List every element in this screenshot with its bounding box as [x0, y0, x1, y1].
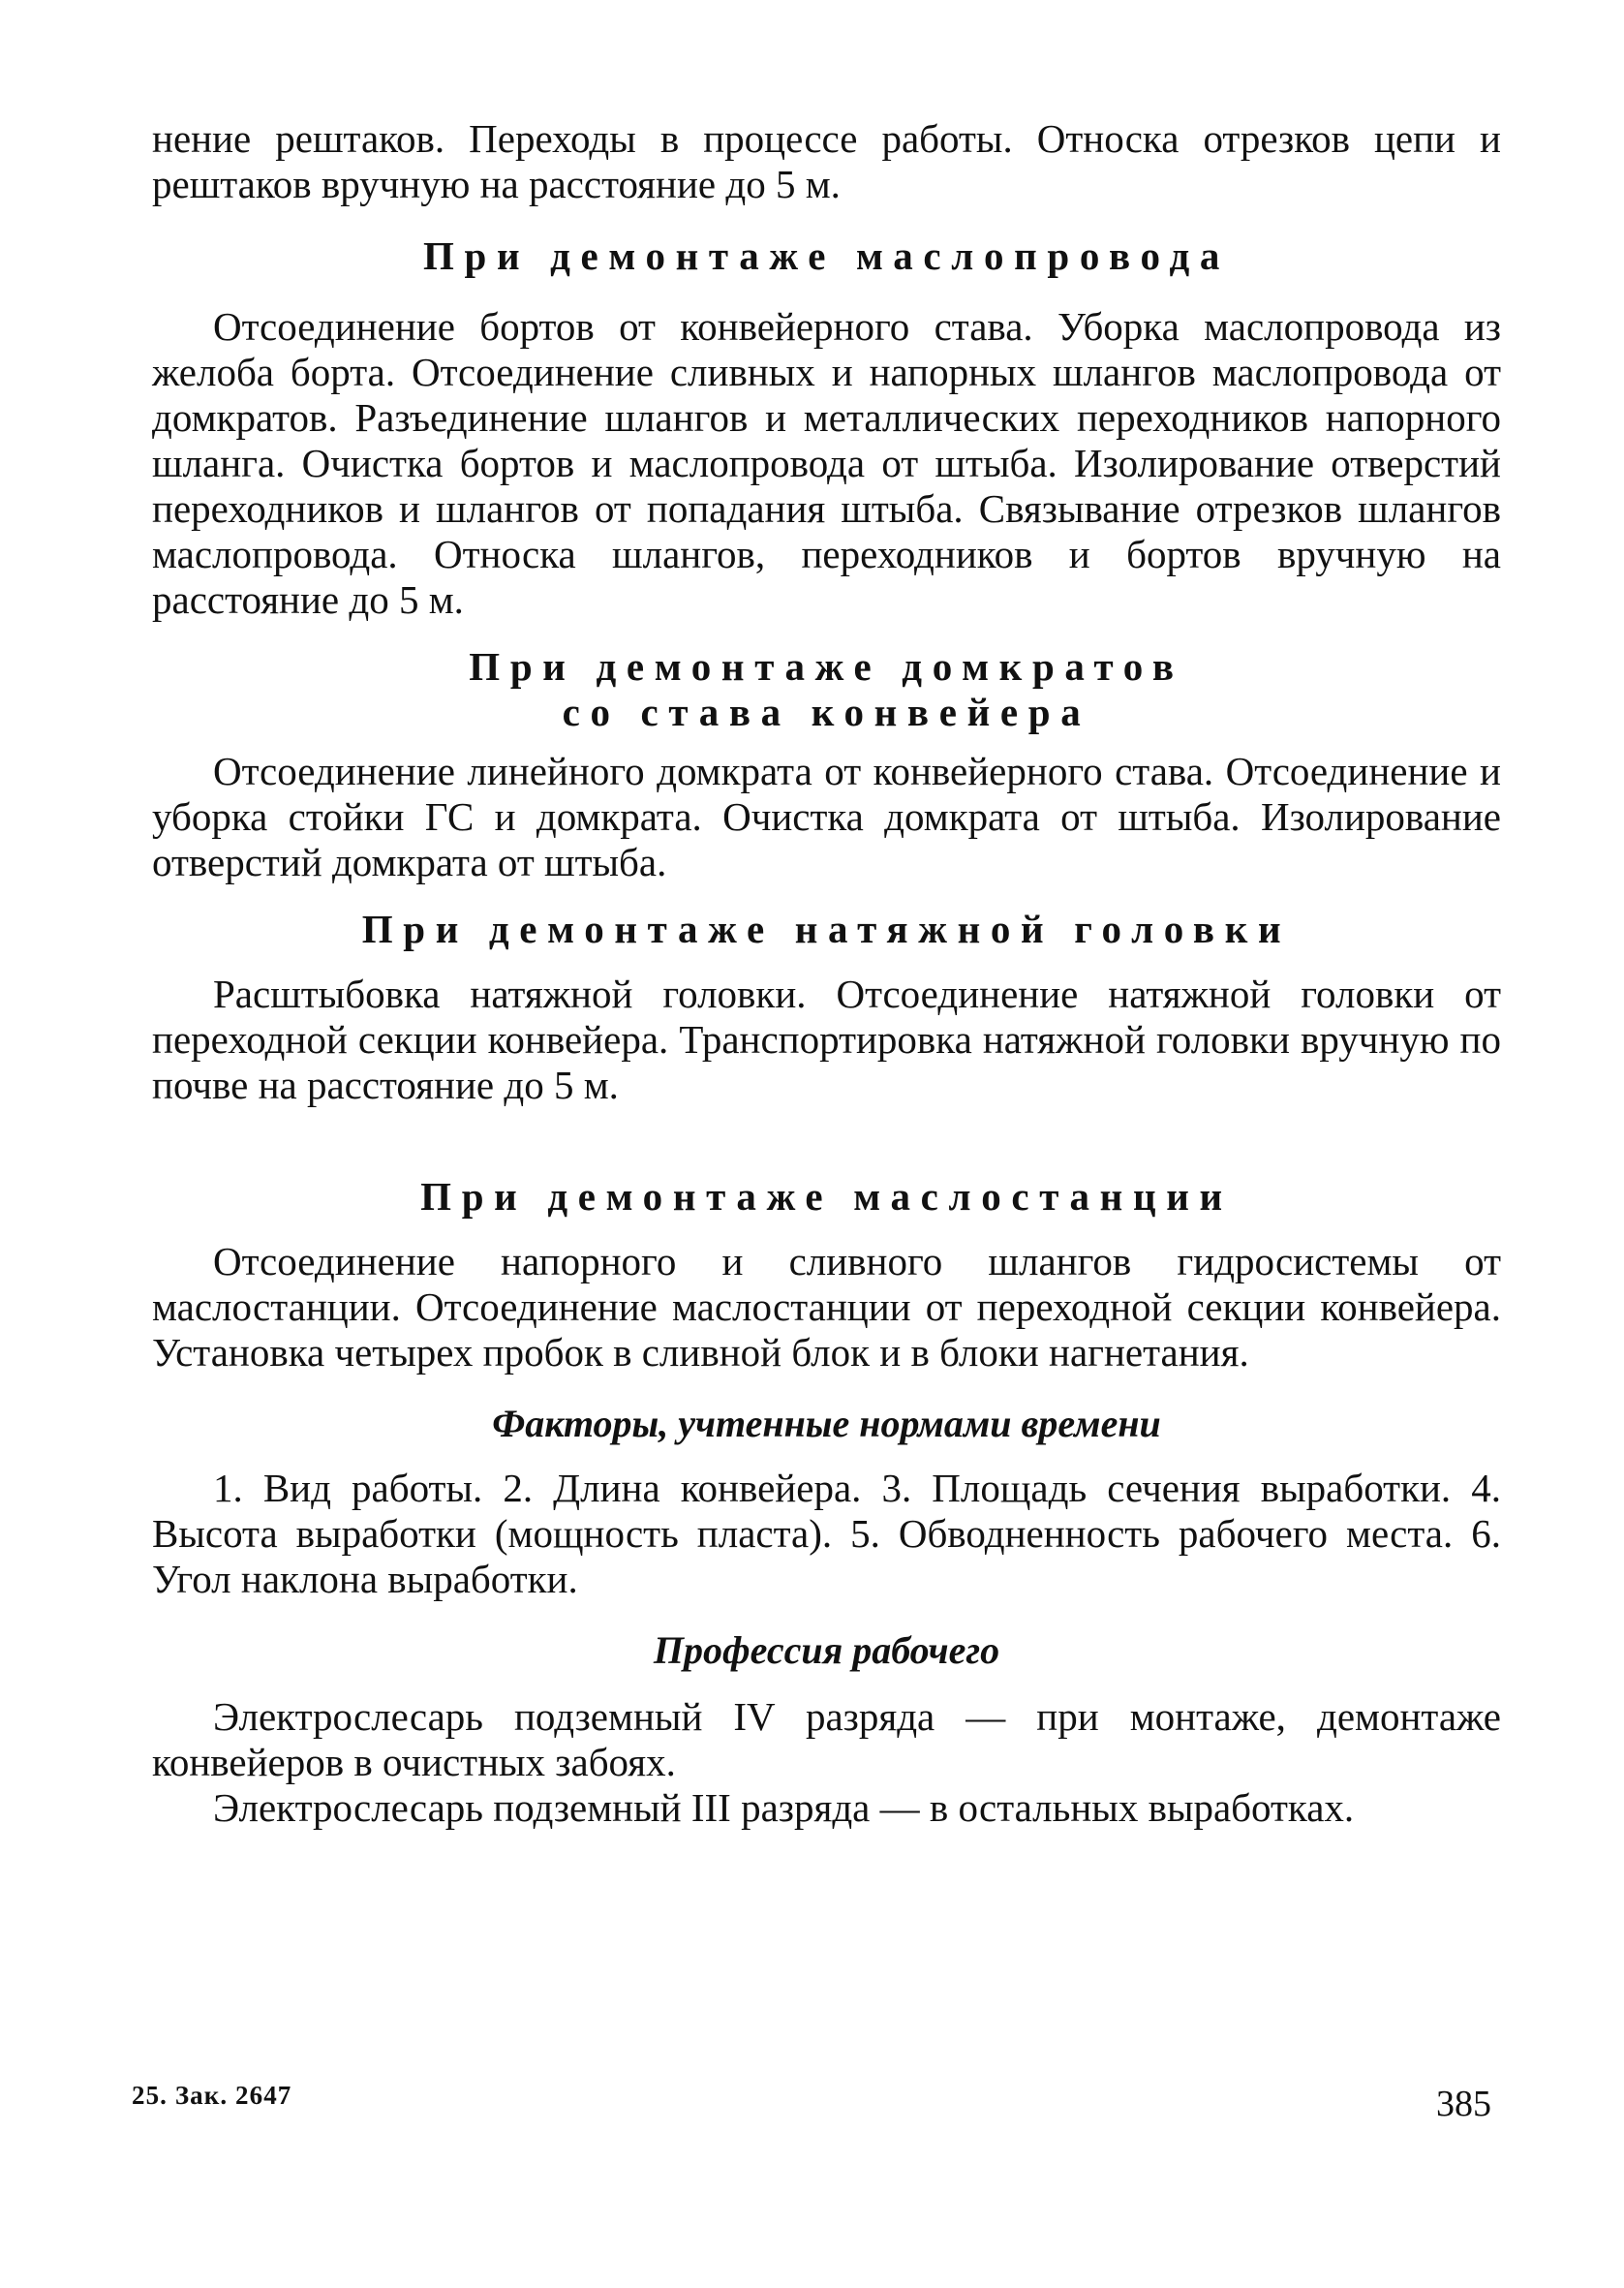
heading-jacks-dismantling-line1: При демонтаже домкратов [469, 644, 1184, 689]
heading-oil-line-dismantling: При демонтаже маслопровода [422, 233, 1231, 278]
footer-order-mark: 25. Зак. 2647 [132, 2081, 292, 2110]
heading-time-factors: Факторы, учтенные нормами времени [492, 1402, 1161, 1445]
page-content [152, 116, 1501, 1831]
intro-paragraph: нение рештаков. Переходы в процессе работы. Относка отрезков цепи и рештаков вручную на расстояние до 5 м. [152, 116, 1501, 206]
page-number: 385 [1436, 2084, 1491, 2124]
heading-jacks-dismantling-line2: со става конвейера [562, 690, 1091, 734]
time-factors-text: 1. Вид работы. 2. Длина конвейера. 3. Площадь сечения выработки. 4. Высота выработки (мощность пласта). 5. Обводненность рабочего места. 6. Угол наклона выработки. [152, 1466, 1501, 1601]
oil-station-dismantling-text: Отсоединение напорного и сливного шлангов гидросистемы от маслостанции. Отсоединение маслостанции от переходной секции конвейера. Установка четырех пробок в сливной блок и в блоки нагнетания. [152, 1239, 1501, 1375]
jacks-dismantling-text: Отсоединение линейного домкрата от конвейерного става. Отсоединение и уборка стойки ГС и домкрата. Очистка домкрата от штыба. Изолирование отверстий домкрата от штыба. [152, 749, 1501, 884]
heading-tension-head-dismantling: При демонтаже натяжной головки [361, 907, 1292, 951]
profession-paragraph-1: Электрослесарь подземный IV разряда — при монтаже, демонтаже конвейеров в очистных забоях. [152, 1694, 1501, 1784]
heading-oil-station-dismantling: При демонтаже маслостанции [420, 1174, 1233, 1219]
profession-paragraph-2: Электрослесарь подземный III разряда — в остальных выработках. [213, 1785, 1355, 1830]
heading-worker-profession: Профессия рабочего [653, 1628, 1000, 1672]
oil-line-dismantling-text: Отсоединение бортов от конвейерного става. Уборка маслопровода из желоба борта. Отсоединение сливных и напорных шлангов маслопровода от домкратов. Разъединение шлангов и металлических переходников напорного шланга. Очистка бортов и маслопровода от штыба. Изолирование отверстий переходников и шлангов от попадания штыба. Связывание отрезков шлангов маслопровода. Относка шлангов, переходников и бортов вручную на расстояние до 5 м. [152, 304, 1501, 622]
tension-head-dismantling-text: Расштыбовка натяжной головки. Отсоединение натяжной головки от переходной секции конвейера. Транспортировка натяжной головки вручную по почве на расстояние до 5 м. [152, 972, 1501, 1107]
